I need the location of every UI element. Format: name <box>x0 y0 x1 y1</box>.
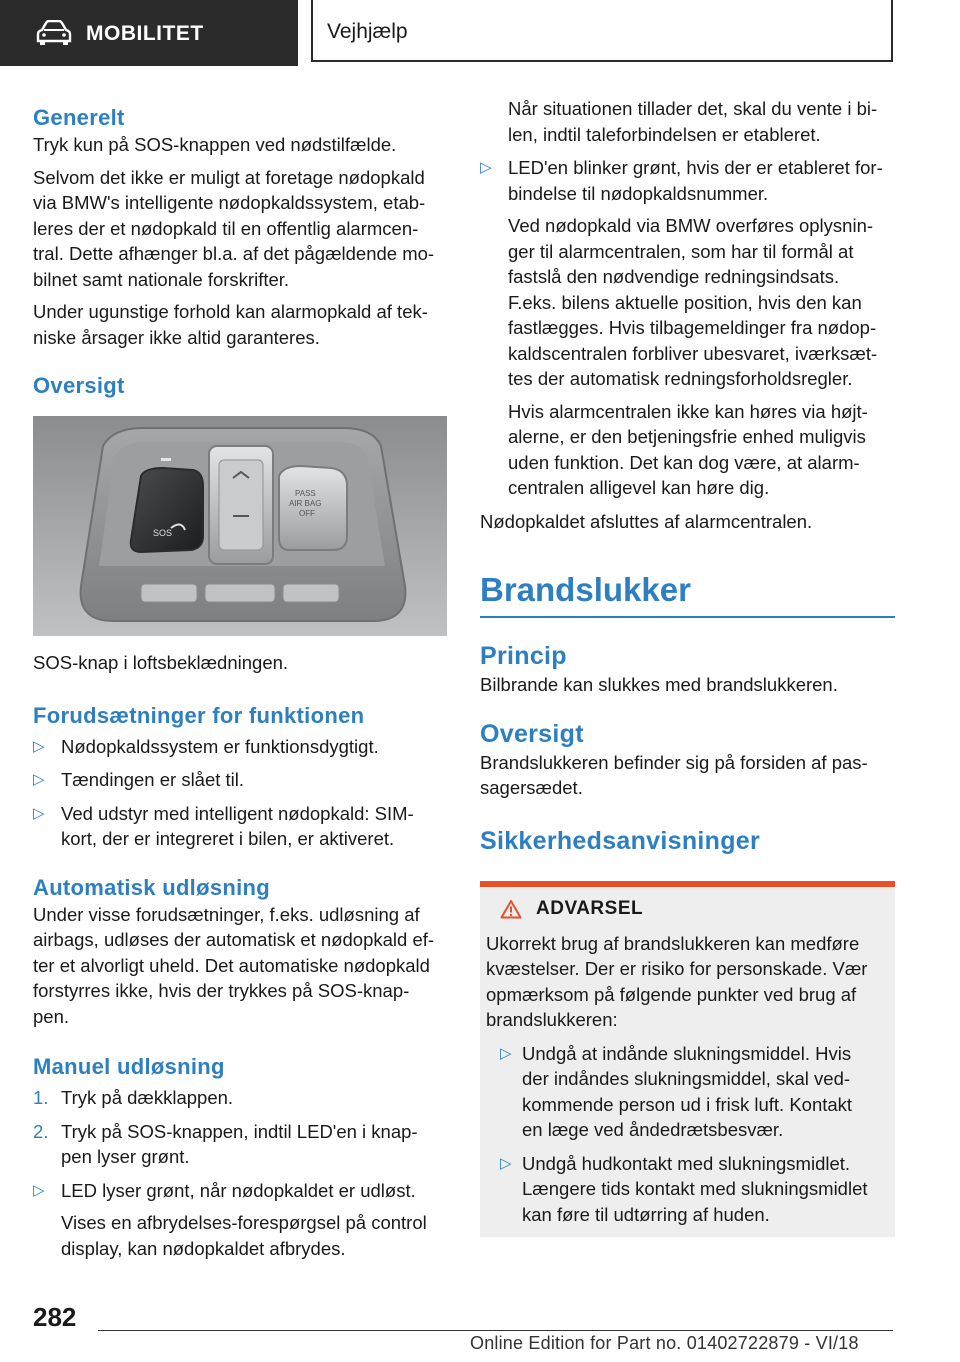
heading-oversigt-right: Oversigt <box>480 719 584 748</box>
step-number: 1. <box>33 1087 49 1108</box>
footer-rule <box>98 1330 893 1331</box>
list-item: 1. Tryk på dækklappen. <box>33 1085 447 1111</box>
section-title: Vejhjælp <box>327 20 408 43</box>
princip-paragraph: Bilbrande kan slukkes med brandslukkeren. <box>480 674 838 695</box>
generelt-paragraph-2: Selvom det ikke er muligt at foretage nødopkald via BMW's intelligente nødopkaldssystem, etab- leres der et nødopkald til en offentlig alarmcen- tral. Dette afhænger bl.a. af det pågældende mo- bilnet samt nationale forskrifter. <box>33 166 435 290</box>
chapter-tab-label: MOBILITET <box>86 22 204 45</box>
oversigt-paragraph: Brandslukkeren befinder sig på forsiden af pas- sagersædet. <box>480 751 868 798</box>
list-item: ▷ Undgå hudkontakt med slukningsmidlet. Længere tids kontakt med slukningsmidlet kan føre til udtørring af huden. <box>500 1152 868 1225</box>
list-item: ▷ LED'en blinker grønt, hvis der er etableret for- bindelse til nødopkaldsnummer. Ved nødopkald via BMW overføres oplysnin- ger til alarmcentralen, som har til formål at fastslå den nødvendige redningsindsats. F.eks. bilens aktuelle position, hvis den kan fastlægges. Hvis tilbagemeldinger fra nødop- kaldscentralen forbliver ubesvaret, iværksæt- tes der automatisk redningsforholdsregler. Hvis alarmcentralen ikke kan høres via højt- alerne, er den betjeningsfrie enhed muligvis uden funktion. Det kan dog være, at alarm- centralen alligevel kan høre dig. <box>480 157 883 498</box>
warning-title: ADVARSEL <box>536 897 644 919</box>
heading-automatisk: Automatisk udløsning <box>33 874 270 900</box>
airbag-label: AIR BAG <box>289 499 322 508</box>
warning-triangle-icon <box>500 899 522 919</box>
car-icon <box>36 20 72 46</box>
heading-manuel: Manuel udløsning <box>33 1054 225 1079</box>
step-number: 2. <box>33 1120 49 1142</box>
heading-brandslukker: Brandslukker <box>480 571 691 608</box>
bullet-triangle-icon: ▷ <box>500 1044 512 1062</box>
list-item: ▷ Nødopkaldssystem er funktionsdygtigt. <box>33 734 447 760</box>
photo-caption: SOS-knap i loftsbeklædningen. <box>33 652 289 673</box>
bullet-triangle-icon: ▷ <box>33 1181 45 1199</box>
bullet-triangle-icon: ▷ <box>33 737 45 755</box>
left-column <box>33 96 447 1261</box>
heading-princip: Princip <box>480 642 567 670</box>
heading-forudsaetninger: Forudsætninger for funktionen <box>33 702 365 728</box>
bullet-triangle-icon: ▷ <box>33 804 45 822</box>
end-paragraph: Nødopkaldet afsluttes af alarmcentralen. <box>480 510 813 532</box>
heading-underline <box>480 616 895 618</box>
prerequisites-list <box>33 734 447 852</box>
generelt-paragraph-3: Under ugunstige forhold kan alarmopkald af tek- niske årsager ikke altid garanteres. <box>33 301 428 348</box>
edition-note: Online Edition for Part no. 01402722879 - VI/18 <box>470 1333 859 1353</box>
automatisk-paragraph: Under visse forudsætninger, f.eks. udløsning af airbags, udløses der automatisk et nødopkald ef- ter et alvorligt uheld. Det automatiske nødopkald forstyrres ikke, hvis der trykkes på SOS-knap- pen. <box>33 903 435 1027</box>
page-number: 282 <box>33 1302 77 1332</box>
section-tab-vejhjaelp[interactable] <box>311 0 893 62</box>
bullet-triangle-icon: ▷ <box>33 771 45 788</box>
pass-label: PASS <box>295 489 316 498</box>
heading-generelt: Generelt <box>33 105 125 130</box>
bullet-triangle-icon: ▷ <box>500 1154 512 1172</box>
warning-body: Ukorrekt brug af brandslukkeren kan medføre kvæstelser. Der er risiko for personskade. Vær opmærksom på følgende punkter ved brug af brandslukkeren: ▷ Undgå at indånde slukningsmiddel. Hvis der indåndes slukningsmiddel, skal ved- kommende person ud i frisk luft. Kontakt en læge ved åndedrætsbesvær. ▷ Undgå hudkontakt med slukningsmidlet. Længere tids kontakt med slukningsmidlet kan føre til udtørring af huden. <box>480 931 895 1238</box>
page-header <box>0 0 960 66</box>
heading-oversigt-left: Oversigt <box>33 373 125 398</box>
sos-button-photo <box>33 416 447 636</box>
warning-title-row <box>480 887 895 931</box>
list-item: ▷ Tændingen er slået til. <box>33 767 447 793</box>
generelt-paragraph-1: Tryk kun på SOS-knappen ved nødstilfælde. <box>33 134 397 155</box>
heading-sikkerhedsanvisninger: Sikkerhedsanvisninger <box>480 826 761 855</box>
off-label: OFF <box>299 509 315 518</box>
warning-box <box>480 881 895 1238</box>
list-item: ▷ Undgå at indånde slukningsmiddel. Hvis der indåndes slukningsmiddel, skal ved- kommende person ud i frisk luft. Kontakt en læge ved åndedrætsbesvær. <box>500 1042 853 1140</box>
sos-label: SOS <box>153 528 173 538</box>
bullet-triangle-icon: ▷ <box>480 159 492 176</box>
list-item: 2. Tryk på SOS-knappen, indtil LED'en i knap- pen lyser grønt. <box>33 1120 418 1167</box>
warning-list <box>486 1041 887 1228</box>
chapter-tab-mobilitet[interactable] <box>0 0 298 66</box>
manual-steps-list <box>33 1085 447 1170</box>
list-item: ▷ Ved udstyr med intelligent nødopkald: SIM- kort, der er integreret i bilen, er aktiveret. <box>33 802 414 849</box>
continuation-paragraph: Når situationen tillader det, skal du vente i bi- len, indtil taleforbindelsen er etableret. <box>508 98 878 145</box>
right-column <box>480 96 895 1237</box>
list-item: ▷ LED lyser grønt, når nødopkaldet er udløst. Vises en afbrydelses-forespørgsel på control display, kan nødopkaldet afbrydes. <box>33 1179 427 1259</box>
